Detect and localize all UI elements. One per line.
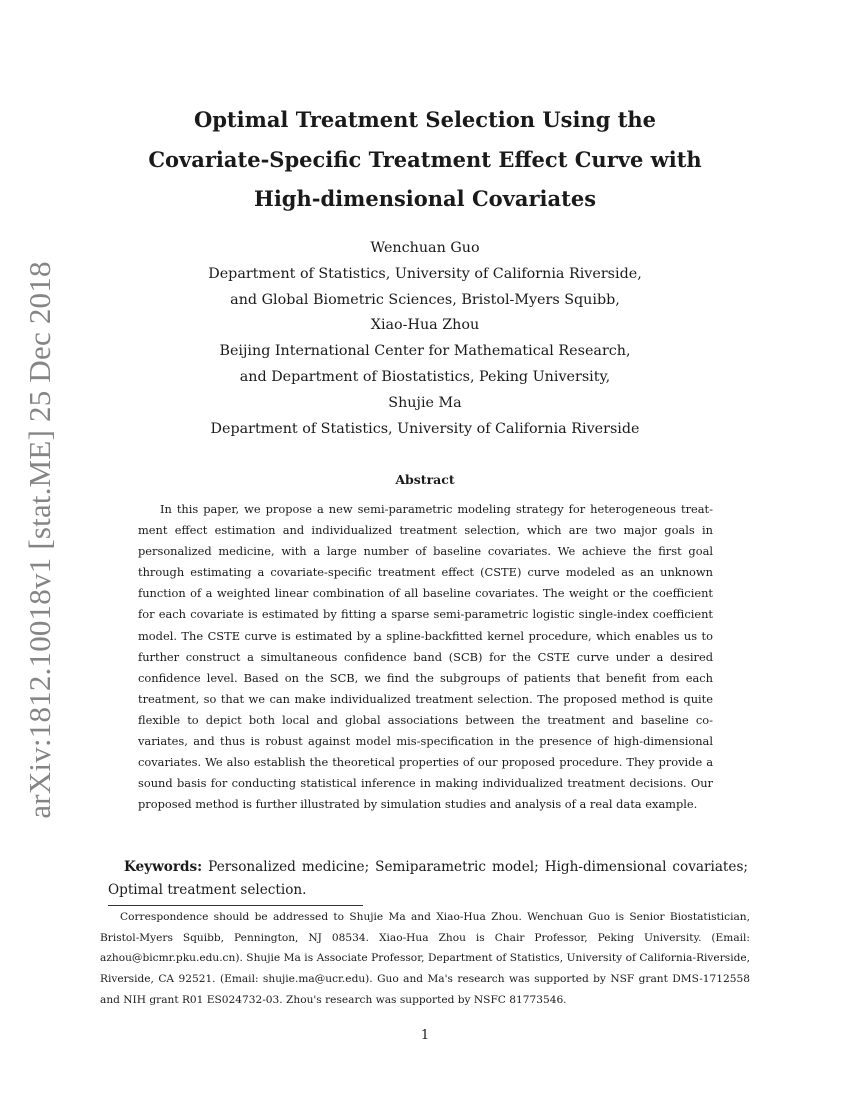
author-affiliation: Beijing International Center for Mathematical Research,: [219, 343, 631, 360]
footnote-divider: [108, 905, 363, 906]
keywords-text: Personalized medicine; Semiparametric model; High-dimensional covariates; Optimal treatment selection.: [108, 859, 748, 898]
author-name: Shujie Ma: [388, 394, 462, 411]
abstract-text: In this paper, we propose a new semi-parametric modeling strategy for heterogeneous treatment effect estimation and individualized treatment selection, which are two major goals in personalized medicine, with a large number of baseline covariates. We achieve the first goal through estimating a covariate-specific treatment effect (CSTE) curve modeled as an unknown function of a weighted linear combination of all baseline covariates. The weight or the coefficient for each covariate is estimated by fitting a sparse semi-parametric logistic single-index coefficient model. The CSTE curve is estimated by a spline-backfitted kernel procedure, which enables us to further construct a simultaneous confidence band (SCB) for the CSTE curve under a desired confidence level. Based on the SCB, we find the subgroups of patients that benefit from each treatment, so that we can make individualized treatment selection. The proposed method is quite flexible to depict both local and global associations between the treatment and baseline covariates, and thus is robust against model mis-specification in the presence of high-dimensional covariates. We also establish the theoretical properties of our proposed procedure. They provide a sound basis for conducting statistical inference in making individualized treatment decisions. Our proposed method is further illustrated by simulation studies and analysis of a real data example.: [138, 502, 713, 812]
title-line: Optimal Treatment Selection Using the: [193, 107, 657, 132]
author-affiliation: and Department of Biostatistics, Peking University,: [239, 368, 611, 385]
author-block: [150, 236, 700, 442]
paper-title: [100, 100, 750, 219]
footnote-text: Correspondence should be addressed to Shujie Ma and Xiao-Hua Zhou. Wenchuan Guo is Senior Biostatistician, Bristol-Myers Squibb, Pennington, NJ 08534. Xiao-Hua Zhou is Chair Professor, Peking University. (Email: azhou@bicmr.pku.edu.cn). Shujie Ma is Associate Professor, Department of Statistics, University of California-Riverside, Riverside, CA 92521. (Email: shujie.ma@ucr.edu). Guo and Ma's research was supported by NSF grant DMS-1712558 and NIH grant R01 ES024732-03. Zhou's research was supported by NSFC 81773546.: [100, 911, 750, 1006]
title-line: High-dimensional Covariates: [253, 186, 597, 211]
keywords-label: Keywords:: [124, 859, 203, 875]
author-affiliation: Department of Statistics, University of California Riverside: [210, 420, 640, 437]
keywords-paragraph: [108, 856, 748, 901]
author-name: Xiao-Hua Zhou: [370, 317, 480, 334]
title-line: Covariate-Specific Treatment Effect Curve with: [148, 146, 702, 172]
author-affiliation: and Global Biometric Sciences, Bristol-Myers Squibb,: [230, 291, 620, 308]
author-name: Wenchuan Guo: [370, 240, 480, 256]
arxiv-identifier-stamp: arXiv:1812.10018v1 [stat.ME] 25 Dec 2018: [22, 261, 57, 819]
page-number: 1: [420, 1028, 430, 1043]
author-affiliation: Department of Statistics, University of California Riverside,: [208, 265, 642, 282]
abstract-heading: Abstract: [395, 472, 455, 487]
